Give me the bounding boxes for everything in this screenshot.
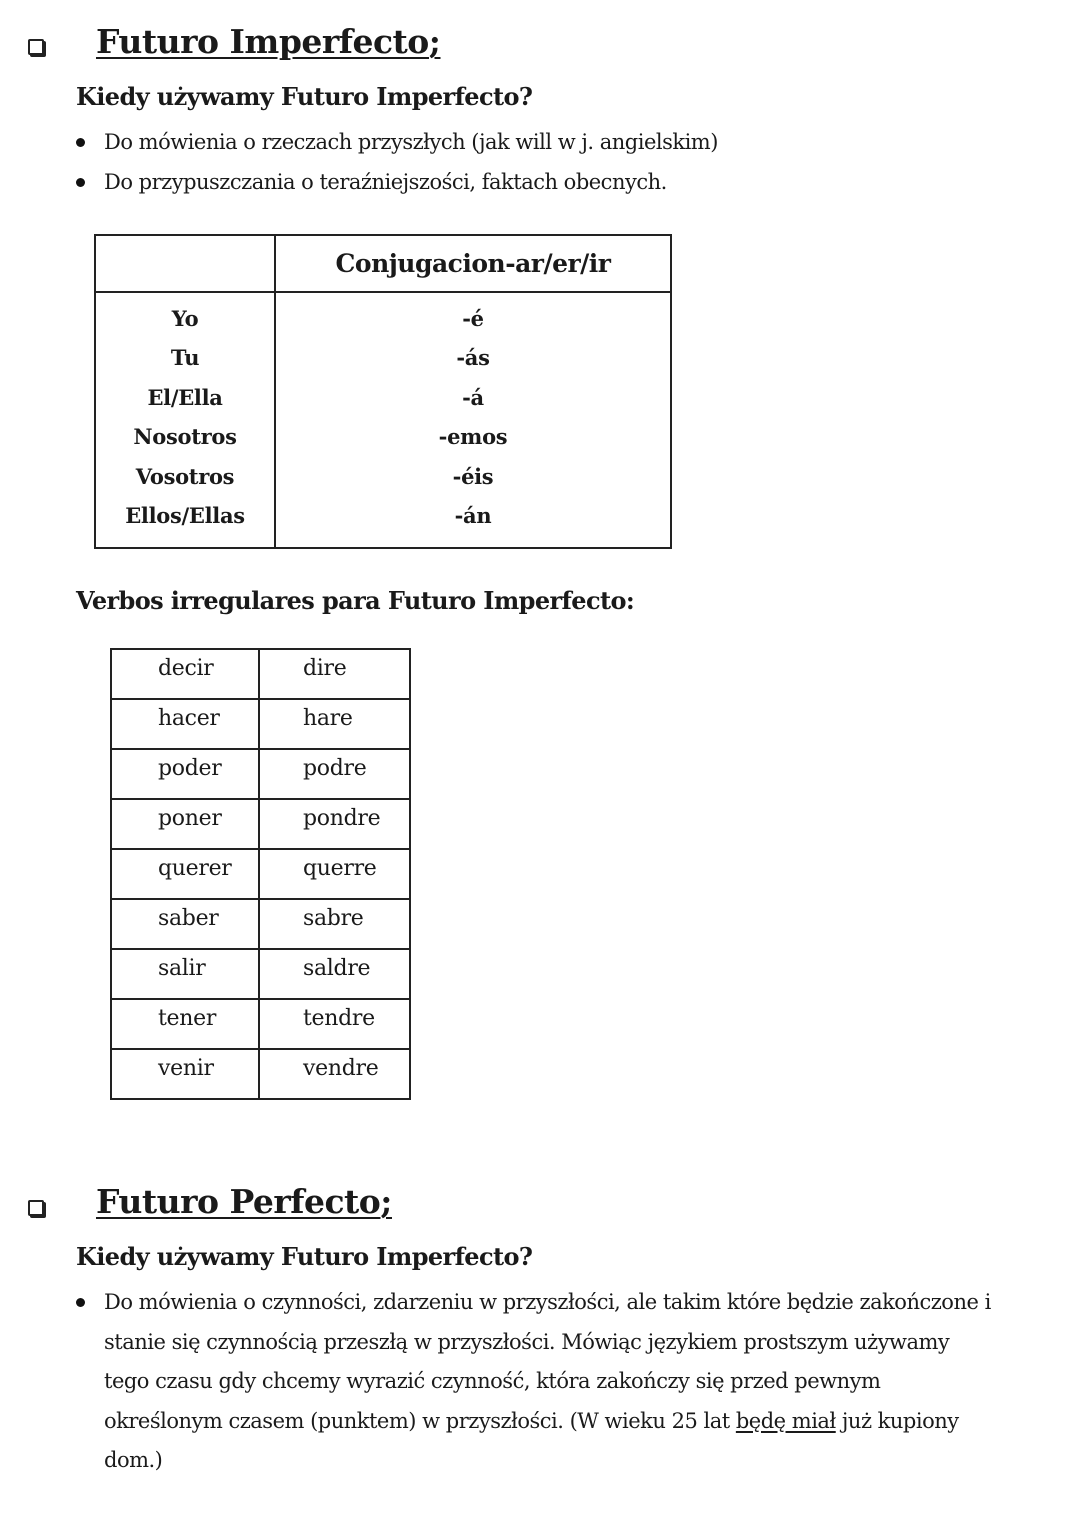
table-header-conjugacion: Conjugacion-ar/er/ir [275,235,671,292]
usage-bullet-list-2 [76,1283,1066,1481]
table-row [95,292,671,548]
bullet-icon [76,1298,85,1307]
ending: -é [462,306,484,331]
paragraph-line: określonym czasem (punktem) w przyszłości. (W wieku 25 lat będę miał już kupiony [104,1408,959,1433]
table-row [111,799,410,849]
ending: -án [454,502,492,528]
table-row [111,899,410,949]
infinitive-cell: poner [111,799,259,849]
table-row [111,949,410,999]
infinitive-cell: querer [111,849,259,899]
question-heading-2: Kiedy używamy Futuro Imperfecto? [76,1242,533,1271]
stem-cell: tendre [259,999,410,1049]
stem-cell: dire [259,649,410,699]
ending: -emos [438,424,508,450]
pronoun: Ellos/Ellas [125,502,245,528]
ending: -á [462,384,484,410]
usage-bullet-list-1 [76,123,718,202]
conjugation-table [94,234,672,549]
list-item [76,1283,1066,1481]
pronoun: El/Ella [147,384,223,410]
pronoun: Tu [170,345,200,371]
table-header-empty [95,235,275,292]
stem-cell: hare [259,699,410,749]
bullet-icon [76,138,85,147]
ending: -éis [452,463,494,489]
infinitive-cell: saber [111,899,259,949]
table-row [111,749,410,799]
bullet-icon [76,178,85,187]
infinitive-cell: hacer [111,699,259,749]
stem-cell: podre [259,749,410,799]
infinitive-cell: salir [111,949,259,999]
infinitive-cell: venir [111,1049,259,1099]
table-row [111,999,410,1049]
pronouns-cell [95,292,275,548]
table-row [111,849,410,899]
underlined-phrase: będę miał [735,1408,836,1433]
stem-cell: saldre [259,949,410,999]
table-row [111,1049,410,1099]
irregular-verbs-heading: Verbos irregulares para Futuro Imperfecto: [76,586,635,615]
section-title-futuro-imperfecto: Futuro Imperfecto; [96,22,441,61]
pronoun: Nosotros [133,424,237,450]
table-row [111,699,410,749]
irregular-verbs-table [110,648,411,1100]
stem-cell: querre [259,849,410,899]
list-item: Do przypuszczania o teraźniejszości, faktach obecnych. [76,163,718,203]
paragraph-line: tego czasu gdy chcemy wyrazić czynność, która zakończy się przed pewnym [104,1369,881,1393]
table-row [111,649,410,699]
checkbox-futuro-imperfecto[interactable] [28,39,44,55]
pronoun: Vosotros [135,463,235,489]
endings-cell [275,292,671,548]
table-header-row [95,235,671,292]
stem-cell: sabre [259,899,410,949]
infinitive-cell: tener [111,999,259,1049]
infinitive-cell: poder [111,749,259,799]
section-title-futuro-perfecto: Futuro Perfecto; [96,1182,392,1221]
stem-cell: vendre [259,1049,410,1099]
paragraph-line: stanie się czynnością przeszłą w przyszłości. Mówiąc językiem prostszym używamy [104,1329,950,1354]
checkbox-futuro-perfecto[interactable] [28,1200,44,1216]
question-heading-1: Kiedy używamy Futuro Imperfecto? [76,82,533,111]
infinitive-cell: decir [111,649,259,699]
ending: -ás [456,345,490,371]
paragraph-line: Do mówienia o czynności, zdarzeniu w przyszłości, ale takim które będzie zakończone i [104,1290,991,1314]
list-item: Do mówienia o rzeczach przyszłych (jak will w j. angielskim) [76,123,718,163]
stem-cell: pondre [259,799,410,849]
pronoun: Yo [171,306,199,331]
paragraph-line: dom.) [104,1448,163,1472]
